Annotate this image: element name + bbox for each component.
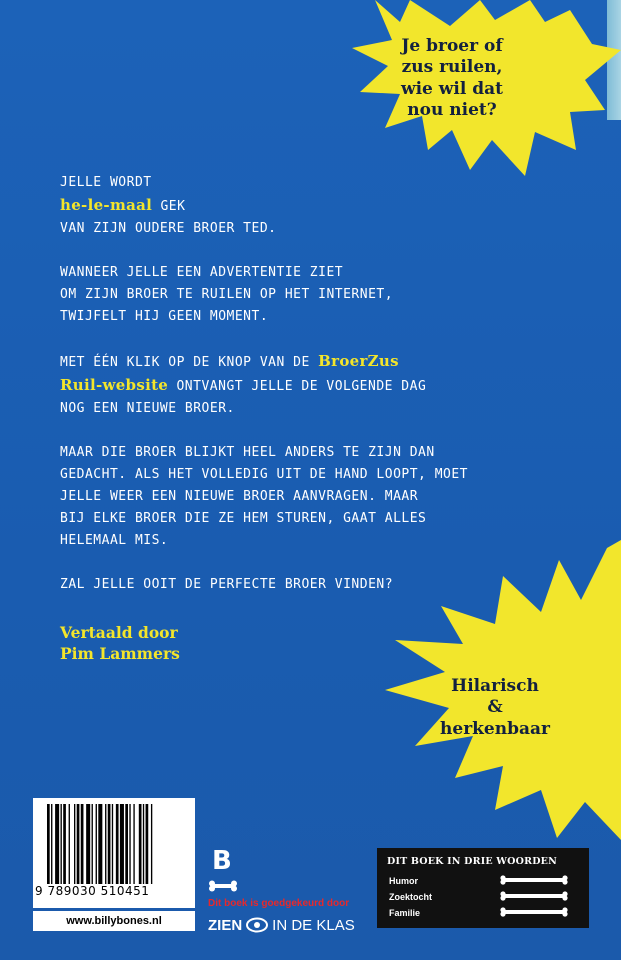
burst-bottom-line: Hilarisch [451, 676, 539, 696]
blurb-text: OM ZIJN BROER TE RUILEN OP HET INTERNET, [60, 287, 394, 302]
zien-brand: ZIEN [208, 916, 243, 934]
bone-icon [499, 891, 569, 901]
translator-line: Vertaald door [60, 623, 178, 642]
barcode-bars [47, 804, 187, 884]
blurb [60, 172, 580, 618]
blurb-text: GEDACHT. ALS HET VOLLEDIG UIT DE HAND LOOPT, MOET [60, 467, 469, 482]
burst-top-line: Je broer of [401, 36, 503, 56]
blurb-text: TWIJFELT HIJ GEEN MOMENT. [60, 309, 269, 324]
burst-top-line: wie wil dat [400, 78, 504, 99]
burst-top-line: nou niet? [407, 99, 497, 120]
blurb-paragraph-1 [60, 172, 580, 240]
blurb-paragraph-4 [60, 442, 580, 552]
three-words-title: DIT BOEK IN DRIE WOORDEN [387, 856, 557, 867]
blurb-highlight: Ruil-website [60, 376, 169, 394]
blurb-text: NOG EEN NIEUWE BROER. [60, 401, 235, 416]
blurb-text: HELEMAAL MIS. [60, 533, 169, 548]
translator-name: Pim Lammers [60, 644, 180, 663]
blurb-text: JELLE WEER EEN NIEUWE BROER AANVRAGEN. MAAR [60, 489, 419, 504]
word-label: Zoektocht [389, 892, 433, 902]
blurb-text: VAN ZIJN OUDERE BROER TED. [60, 221, 277, 236]
burst-bottom-line: herkenbaar [440, 718, 550, 739]
website-link[interactable]: www.billybones.nl [33, 911, 195, 931]
blurb-text: ZAL JELLE OOIT DE PERFECTE BROER VINDEN? [60, 577, 394, 592]
word-row [389, 876, 579, 886]
zien-brand-rest: IN DE KLAS [272, 916, 355, 934]
burst-bottom-text [415, 676, 575, 740]
blurb-text: JELLE WORDT [60, 175, 152, 190]
barcode [33, 798, 195, 908]
bone-icon [208, 880, 238, 892]
blurb-paragraph-3 [60, 350, 580, 420]
blurb-text: WANNEER JELLE EEN ADVERTENTIE ZIET [60, 265, 344, 280]
translator-credit [60, 622, 180, 664]
blurb-text: MET ÉÉN KLIK OP DE KNOP VAN DE [60, 355, 319, 370]
publisher-logo-letter: B [212, 846, 232, 876]
blurb-text: ONTVANGT JELLE DE VOLGENDE DAG [168, 379, 427, 394]
blurb-text: MAAR DIE BROER BLIJKT HEEL ANDERS TE ZIJN DAN [60, 445, 435, 460]
bone-icon [499, 875, 569, 885]
word-label: Humor [389, 876, 418, 886]
burst-top-line: zus ruilen, [401, 57, 503, 78]
word-row [389, 908, 579, 918]
blurb-paragraph-5 [60, 574, 580, 596]
blurb-paragraph-2 [60, 262, 580, 328]
publisher-logo [208, 846, 238, 894]
blurb-highlight: he-le-maal [60, 196, 153, 214]
zien-in-de-klas-logo [208, 914, 355, 936]
approval-text: Dit boek is goedgekeurd door [208, 898, 350, 909]
word-label: Familie [389, 908, 421, 918]
bone-icon [499, 907, 569, 917]
barcode-number: 9 789030 510451 [35, 884, 150, 898]
word-row [389, 892, 579, 902]
blurb-text: GEK [152, 199, 186, 214]
burst-top-text [372, 36, 532, 121]
eye-icon [246, 917, 268, 933]
three-words-box [377, 848, 589, 928]
blurb-text: BIJ ELKE BROER DIE ZE HEM STUREN, GAAT ALLES [60, 511, 427, 526]
burst-bottom-line: & [487, 697, 503, 718]
blurb-highlight: BroerZus [318, 352, 399, 370]
